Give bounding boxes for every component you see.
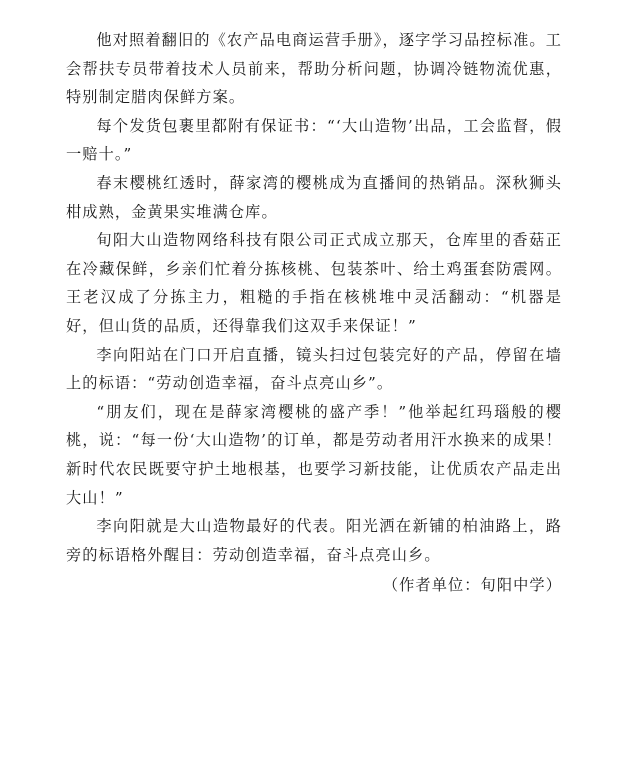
paragraph-6: “朋友们，现在是薛家湾樱桃的盛产季！”他举起红玛瑙般的樱桃，说：“每一份‘大山造物’的订单，都是劳动者用汗水换来的成果！新时代农民既要守护土地根基，也要学习新技能，让优质农产品走出大山！” — [66, 402, 562, 507]
paragraph-2: 每个发货包裹里都附有保证书：“‘大山造物’出品，工会监督，假一赔十。” — [66, 116, 562, 164]
paragraph-7: 李向阳就是大山造物最好的代表。阳光洒在新铺的柏油路上，路旁的标语格外醒目：劳动创造幸福，奋斗点亮山乡。 — [66, 517, 562, 564]
paragraph-4: 旬阳大山造物网络科技有限公司正式成立那天，仓库里的香菇正在冷藏保鲜，乡亲们忙着分拣核桃、包装茶叶、给土鸡蛋套防震网。王老汉成了分拣主力，粗糙的手指在核桃堆中灵活翻动：“机器是好，但山货的品质，还得靠我们这双手来保证！” — [66, 231, 562, 335]
author-affiliation: （作者单位：旬阳中学） — [382, 576, 562, 595]
paragraph-3: 春末樱桃红透时，薛家湾的樱桃成为直播间的热销品。深秋狮头柑成熟，金黄果实堆满仓库。 — [66, 173, 562, 221]
paragraph-1: 他对照着翻旧的《农产品电商运营手册》，逐字学习品控标准。工会帮扶专员带着技术人员前来，帮助分析问题，协调冷链物流优惠，特别制定腊肉保鲜方案。 — [66, 31, 562, 107]
article-body — [66, 26, 562, 569]
paragraph-5: 李向阳站在门口开启直播，镜头扫过包装完好的产品，停留在墙上的标语：“劳动创造幸福，奋斗点亮山乡”。 — [66, 345, 562, 393]
